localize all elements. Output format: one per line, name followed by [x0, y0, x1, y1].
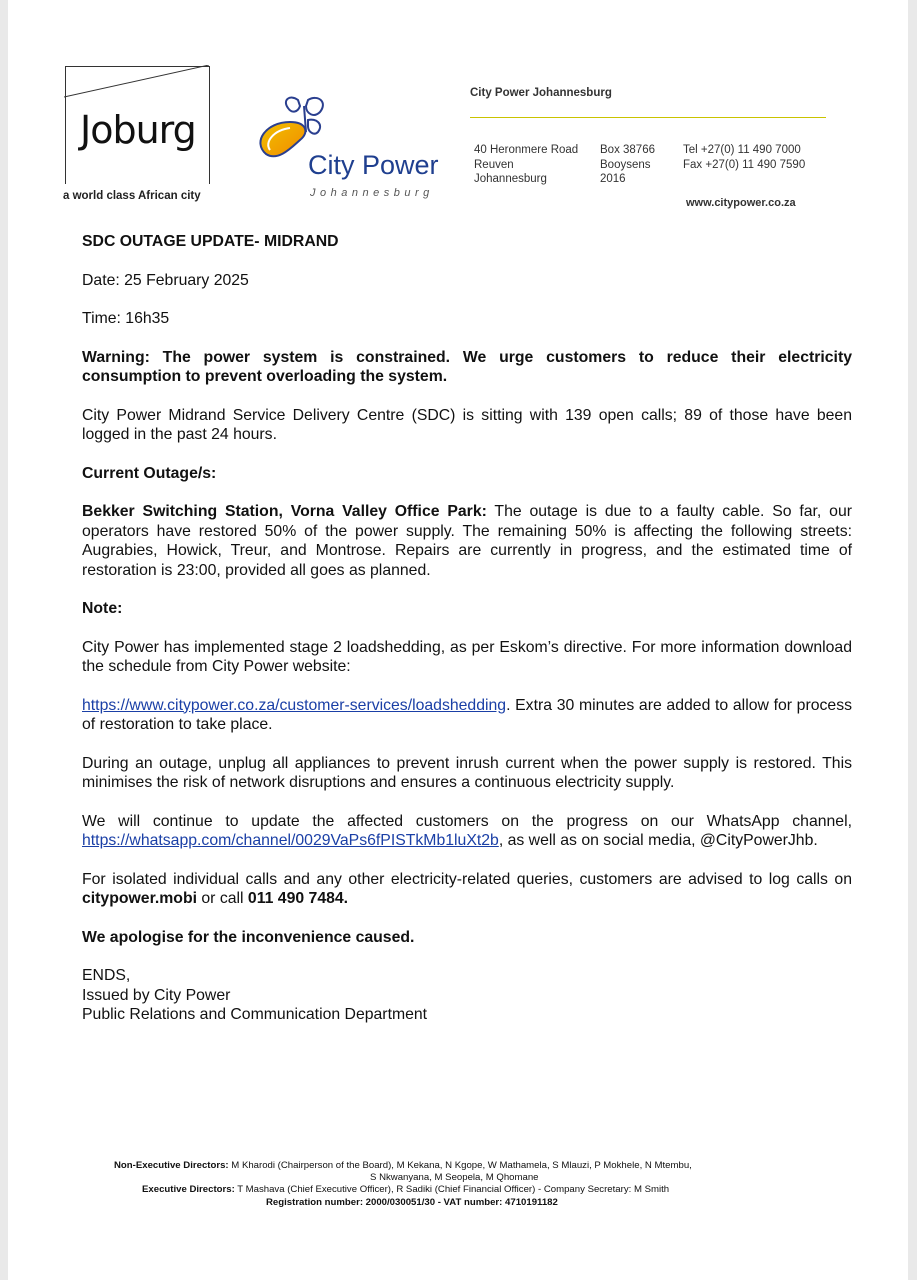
- outage-paragraph: [82, 502, 852, 580]
- document-page: [8, 0, 908, 1280]
- nonexec-directors-line-2: S Nkwanyana, M Seopela, M Qhomane: [370, 1172, 539, 1183]
- org-divider: [470, 117, 826, 118]
- loadshedding-paragraph: City Power has implemented stage 2 loadshedding, as per Eskom’s directive. For more information download the schedule from City Power website:: [82, 638, 852, 675]
- nonexec-names: M Kharodi (Chairperson of the Board), M Kekana, N Kgope, W Mathamela, S Mlauzi, P Mokhele, N Mtembu,: [228, 1160, 692, 1171]
- nonexec-label: Non-Executive Directors:: [114, 1160, 229, 1171]
- document-date: Date: 25 February 2025: [82, 271, 249, 289]
- address-line: 40 Heronmere Road: [474, 144, 579, 156]
- outage-location: Bekker Switching Station, Vorna Valley Office Park:: [82, 503, 487, 520]
- whatsapp-after: , as well as on social media, @CityPowerJhb.: [498, 832, 818, 849]
- whatsapp-paragraph: [82, 812, 852, 851]
- queries-phone: 011 490 7484.: [247, 890, 349, 907]
- exec-names: T Mashava (Chief Executive Officer), R Sadiki (Chief Financial Officer) - Company Secretary: M Smith: [234, 1184, 670, 1195]
- current-outages-heading: Current Outage/s:: [82, 464, 217, 482]
- exec-label: Executive Directors:: [142, 1184, 235, 1195]
- street-address: [474, 143, 578, 187]
- tel-line: Tel +27(0) 11 490 7000: [683, 144, 801, 156]
- document-title: SDC OUTAGE UPDATE- MIDRAND: [82, 233, 339, 250]
- loadshedding-after: . Extra 30 minutes are added to allow for process of restoration to take place.: [82, 696, 852, 733]
- website-text: www.citypower.co.za: [686, 197, 796, 209]
- exec-directors-line: [142, 1184, 669, 1196]
- contact-numbers: [683, 143, 805, 172]
- postal-line: Box 38766: [600, 144, 655, 156]
- city-power-subtitle: Johannesburg: [310, 187, 434, 199]
- apology-text: We apologise for the inconvenience caused.: [82, 928, 415, 946]
- loadshedding-link-paragraph: [82, 696, 852, 735]
- outage-details: The outage is due to a faulty cable. So far, our operators have restored 50% of the power supply. The remaining 50% is affecting the following streets: Augrabies, Howick, Treur, and Montrose. Repairs are currently in progress, and the estimated time of restoration is 23:00, provided all goes as planned.: [82, 503, 852, 579]
- ends-text: ENDS,: [82, 967, 131, 984]
- whatsapp-before: We will continue to update the affected customers on the progress on our WhatsApp channel,: [82, 812, 852, 830]
- joburg-logo-wordmark: Joburg: [80, 108, 196, 152]
- queries-paragraph: [82, 870, 852, 909]
- postal-line: Booysens: [600, 158, 651, 171]
- city-power-wordmark: City Power: [308, 150, 439, 180]
- joburg-tagline: a world class African city: [63, 190, 201, 202]
- loadshedding-link[interactable]: https://www.citypower.co.za/customer-services/loadshedding: [82, 696, 507, 714]
- postal-address: [600, 143, 655, 187]
- nonexec-directors-line: [114, 1160, 692, 1172]
- unplug-paragraph: During an outage, unplug all appliances to prevent inrush current when the power supply is restored. This minimises the risk of network disruptions and ensures a continuous electricity supply.: [82, 754, 852, 791]
- fax-line: Fax +27(0) 11 490 7590: [683, 158, 806, 171]
- issued-by-text: Issued by City Power: [82, 986, 231, 1004]
- queries-before: For isolated individual calls and any other electricity-related queries, customers are advised to log calls on: [82, 870, 852, 888]
- joburg-logo-roof-icon: [64, 65, 209, 105]
- org-name: City Power Johannesburg: [470, 87, 612, 99]
- queries-mid: or call: [197, 890, 248, 907]
- department-text: Public Relations and Communication Department: [82, 1006, 428, 1023]
- sdc-status-paragraph: City Power Midrand Service Delivery Centre (SDC) is sitting with 139 open calls; 89 of those have been logged in the past 24 hours.: [82, 406, 852, 443]
- note-heading: Note:: [82, 600, 123, 617]
- warning-paragraph: Warning: The power system is constrained. We urge customers to reduce their electricity consumption to prevent overloading the system.: [82, 348, 852, 385]
- registration-line: Registration number: 2000/030051/30 - VAT number: 4710191182: [266, 1197, 558, 1208]
- queries-site: citypower.mobi: [82, 890, 197, 907]
- address-line: Reuven: [474, 158, 514, 171]
- postal-line: 2016: [600, 173, 626, 185]
- document-time: Time: 16h35: [82, 310, 170, 327]
- address-line: Johannesburg: [474, 173, 547, 185]
- whatsapp-link[interactable]: https://whatsapp.com/channel/0029VaPs6fPISTkMb1luXt2b: [82, 832, 499, 849]
- sign-off: [82, 966, 852, 1025]
- document-body: [82, 232, 852, 1025]
